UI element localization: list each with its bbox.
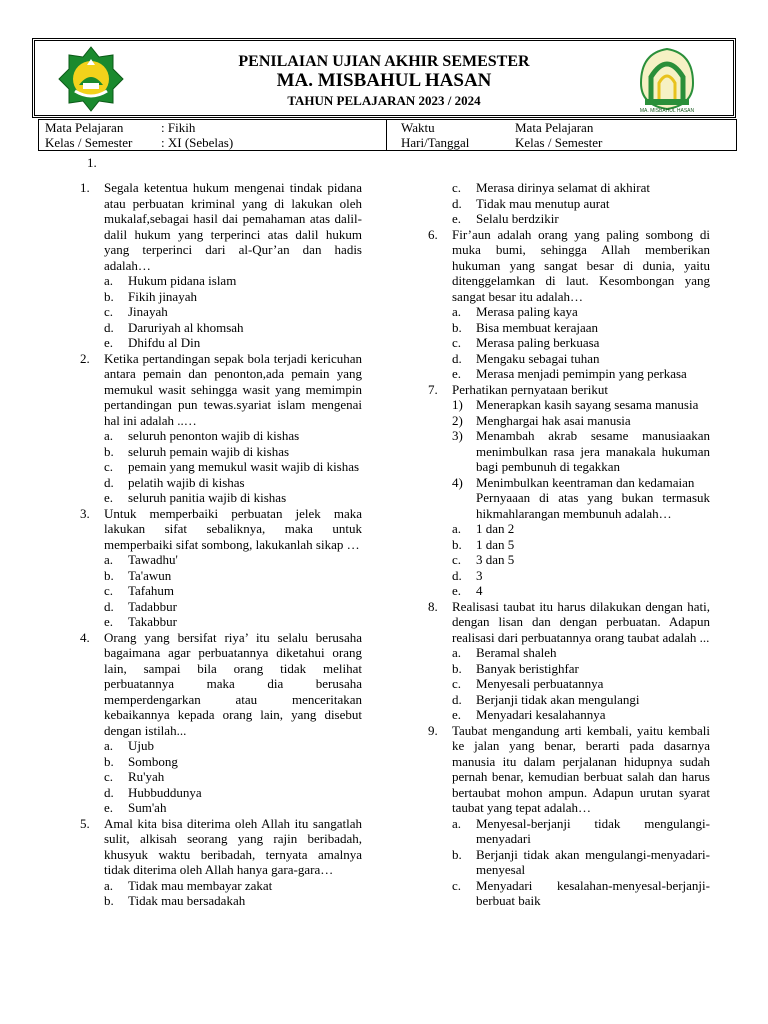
answer-option [80, 769, 362, 785]
statement-item [428, 413, 710, 429]
option-text: seluruh penonton wajib di kishas [128, 428, 300, 443]
option-text: Takabbur [128, 614, 177, 629]
question-item [80, 816, 362, 878]
option-letter: b. [104, 443, 114, 459]
answer-option [80, 599, 362, 615]
answer-option [428, 366, 710, 382]
option-letter: e. [452, 211, 462, 226]
school-logo-icon [631, 43, 703, 115]
option-text: Jinayah [128, 304, 168, 319]
option-letter: d. [104, 784, 114, 800]
question-number: 8. [428, 598, 438, 614]
option-text: Menyadari kesalahannya [476, 707, 606, 722]
answer-option [428, 537, 710, 553]
exam-info-table [38, 119, 737, 151]
subject-label: Mata Pelajaran [45, 120, 124, 135]
answer-option [428, 583, 710, 599]
option-text: Sum'ah [128, 800, 167, 815]
option-letter: d. [104, 319, 114, 335]
option-text: Merasa dirinya selamat di akhirat [476, 180, 650, 195]
option-text: seluruh panitia wajib di kishas [128, 490, 287, 505]
option-letter: a. [104, 738, 114, 753]
option-text: Mengaku sebagai tuhan [476, 350, 600, 366]
question-item [80, 630, 362, 739]
option-text: Menyesali perbuatannya [476, 676, 604, 691]
answer-option [428, 847, 710, 878]
option-letter: e. [104, 335, 114, 350]
answer-option [80, 335, 362, 351]
option-text: Merasa menjadi pemimpin yang perkasa [476, 366, 687, 381]
option-letter: a. [452, 645, 462, 660]
question-number: 1. [80, 180, 90, 195]
answer-option [80, 444, 362, 460]
school-name: MA. MISBAHUL HASAN [276, 70, 492, 91]
answer-option [80, 878, 362, 894]
option-text: Menyesal-berjanji tidak mengulangi-menyadari [476, 815, 710, 846]
statement-number: 4) [452, 474, 463, 490]
statement-item [428, 397, 710, 413]
option-text: Banyak beristighfar [476, 660, 579, 676]
option-text: Hubbuddunya [128, 784, 202, 800]
option-letter: e. [452, 366, 462, 381]
followup-text: Pernyaaan di atas yang bukan termasuk hikmahlarangan membunuh adalah… [476, 490, 710, 521]
statement-item [428, 428, 710, 475]
answer-option [428, 552, 710, 568]
class-label: Kelas / Semester [45, 135, 133, 150]
question-item [428, 723, 710, 816]
answer-option [80, 475, 362, 491]
answer-option [428, 676, 710, 692]
option-letter: d. [452, 691, 462, 707]
right-question-column [428, 180, 710, 909]
answer-option [428, 661, 710, 677]
svg-text:MA. MISBAHUL HASAN: MA. MISBAHUL HASAN [639, 108, 695, 114]
statement-text: Menimbulkan keentraman dan kedamaian [476, 474, 695, 490]
question-item [80, 351, 362, 429]
option-letter: c. [104, 304, 114, 319]
option-letter: b. [452, 319, 462, 335]
option-letter: d. [104, 474, 114, 490]
option-letter: e. [452, 707, 462, 722]
option-text: Berjanji tidak akan mengulangi [476, 691, 640, 707]
option-letter: d. [452, 567, 462, 583]
answer-option [80, 568, 362, 584]
subject-value: : Fikih [161, 120, 196, 135]
option-text: 3 dan 5 [476, 552, 515, 567]
option-text: Sombong [128, 753, 178, 769]
option-text: pemain yang memukul wasit wajib di kishas [128, 459, 360, 474]
option-letter: d. [452, 195, 462, 211]
answer-option [80, 800, 362, 816]
option-letter: e. [452, 583, 462, 598]
time-value: Mata Pelajaran [515, 120, 594, 135]
option-letter: c. [104, 459, 114, 474]
question-number: 5. [80, 815, 90, 831]
option-letter: c. [452, 676, 462, 691]
option-text: Ru'yah [128, 769, 165, 784]
left-question-column [80, 180, 362, 909]
question-number: 3. [80, 505, 90, 521]
answer-option [428, 211, 710, 227]
answer-option [428, 320, 710, 336]
option-text: Tidak mau membayar zakat [128, 877, 273, 893]
option-text: Menyadari kesalahan-menyesal-berjanji-berbuat baik [476, 877, 710, 908]
option-letter: b. [104, 753, 114, 769]
answer-option [80, 738, 362, 754]
option-letter: b. [104, 567, 114, 583]
answer-option [80, 614, 362, 630]
option-text: Tawadhu' [128, 552, 178, 567]
time-label: Waktu [401, 120, 435, 135]
option-letter: b. [452, 536, 462, 552]
exam-header [32, 38, 736, 118]
stray-number: 1. [87, 155, 97, 170]
statement-text: Menambah akrab sesame manusiaakan menimbulkan rasa jera manakala hukuman bagi pembunuh di tegakkan [476, 428, 710, 474]
option-text: Hukum pidana islam [128, 273, 237, 288]
question-text: Fir’aun adalah orang yang paling sombong di muka bumi, sehingga Allah memberikan hukuman yang sangat besar di dunia, yaitu ditenggelamkan di laut. Kesombongan yang sangat besar itu adalah… [452, 226, 710, 304]
option-text: pelatih wajib di kishas [128, 474, 245, 490]
question-number: 7. [428, 381, 438, 397]
statement-number: 2) [452, 412, 463, 428]
option-text: Merasa paling berkuasa [476, 335, 600, 350]
statement-item [428, 475, 710, 491]
option-text: 1 dan 5 [476, 536, 515, 552]
answer-option [80, 490, 362, 506]
answer-option [80, 552, 362, 568]
answer-option [428, 707, 710, 723]
answer-option [80, 304, 362, 320]
question-number: 9. [428, 722, 438, 738]
option-text: Selalu berdzikir [476, 211, 559, 226]
option-text: 1 dan 2 [476, 521, 515, 536]
option-letter: a. [104, 877, 114, 893]
answer-option [80, 785, 362, 801]
answer-option [428, 568, 710, 584]
answer-option [80, 273, 362, 289]
option-text: Tidak mau bersadakah [128, 893, 246, 908]
option-letter: b. [452, 846, 462, 862]
statement-text: Menerapkan kasih sayang sesama manusia [476, 397, 699, 412]
answer-option [428, 351, 710, 367]
option-letter: c. [452, 335, 462, 350]
question-number: 2. [80, 350, 90, 366]
question-item [428, 382, 710, 398]
option-text: Tadabbur [128, 598, 177, 614]
question-text: Realisasi taubat itu harus dilakukan dengan hati, dengan lisan dan dengan perbuatan. Adapun realisasi dari perbuatannya orang taubat adalah ... [452, 598, 710, 645]
option-letter: e. [104, 614, 114, 629]
option-letter: a. [104, 428, 114, 443]
question-text: Perhatikan pernyataan berikut [452, 381, 608, 397]
exam-title: PENILAIAN UJIAN AKHIR SEMESTER [238, 53, 530, 70]
question-item [80, 506, 362, 553]
option-letter: c. [452, 180, 462, 195]
question-text: Ketika pertandingan sepak bola terjadi kericuhan antara pemain dan penonton,ada pemain yang memukul wasit sehingga wasit yang memimpin pertandingan pun tewas.syariat islam mengenai hal ini adalah ..… [104, 350, 362, 428]
answer-option [428, 335, 710, 351]
answer-option [428, 816, 710, 847]
statement-number: 3) [452, 428, 463, 443]
option-letter: c. [104, 583, 114, 598]
option-letter: d. [452, 350, 462, 366]
option-text: Ujub [128, 738, 154, 753]
question-text: Taubat mengandung arti kembali, yaitu kembali ke jalan yang benar, berarti pada dasarnya manusia itu dalam perjalanan hidupnya sudah pernah benar, kemudian berbuat salah dan harus bertaubat mohon ampun. Adapun urutan syarat taubat yang tepat adalah… [452, 722, 710, 815]
option-letter: c. [452, 552, 462, 567]
option-text: Dhifdu al Din [128, 335, 201, 350]
academic-year: TAHUN PELAJARAN 2023 / 2024 [287, 93, 481, 108]
option-letter: e. [104, 800, 114, 815]
option-text: Fikih jinayah [128, 288, 197, 304]
question-text: Amal kita bisa diterima oleh Allah itu sangatlah sulit, alkisah seorang yang rajin beribadah, khusyuk waktu beribadah, ternyata amalnya tidak diterima oleh Allah hanya gara-gara… [104, 815, 362, 877]
option-text: 3 [476, 567, 483, 583]
option-letter: a. [452, 304, 462, 319]
answer-option [80, 583, 362, 599]
answer-option [80, 428, 362, 444]
class-value: : XI (Sebelas) [161, 135, 234, 150]
answer-option [80, 893, 362, 909]
statement-number: 1) [452, 397, 463, 412]
option-letter: b. [452, 660, 462, 676]
question-number: 6. [428, 226, 438, 242]
answer-option [428, 692, 710, 708]
option-text: Beramal shaleh [476, 645, 557, 660]
option-letter: a. [452, 815, 462, 831]
option-text: Tidak mau menutup aurat [476, 195, 610, 211]
date-label: Hari/Tanggal [401, 135, 470, 150]
option-text: Ta'awun [128, 567, 172, 583]
question-item [428, 599, 710, 646]
answer-option [428, 180, 710, 196]
answer-option [428, 196, 710, 212]
option-text: Bisa membuat kerajaan [476, 319, 599, 335]
question-text: Untuk memperbaiki perbuatan jelek maka lakukan sifat sebaliknya, maka untuk memperbaiki sifat sombong, lakukanlah sikap … [104, 505, 362, 552]
question-number: 4. [80, 629, 90, 645]
option-letter: a. [452, 521, 462, 536]
answer-option [428, 304, 710, 320]
statement-text: Menghargai hak asai manusia [476, 412, 631, 428]
option-text: seluruh pemain wajib di kishas [128, 443, 290, 459]
option-letter: a. [104, 273, 114, 288]
question-item [80, 180, 362, 273]
answer-option [428, 645, 710, 661]
option-text: Berjanji tidak akan mengulangi-menyadari-menyesal [476, 846, 710, 877]
question-item [428, 227, 710, 305]
statement-followup [428, 490, 710, 521]
answer-option [80, 754, 362, 770]
question-text: Segala ketentua hukum mengenai tindak pidana atau perbuatan kriminal yang di lakukan oleh mukalaf,sebagai hasil dai pemahaman atas dalil-dalil hukum yang terperinci atas dalil hukum yang terperinci dari al-Qur’an dan hadis adalah… [104, 180, 362, 273]
option-text: Tafahum [128, 583, 175, 598]
option-text: Merasa paling kaya [476, 304, 578, 319]
option-letter: e. [104, 490, 114, 505]
answer-option [428, 878, 710, 909]
option-letter: b. [104, 288, 114, 304]
option-letter: d. [104, 598, 114, 614]
answer-option [80, 320, 362, 336]
option-letter: b. [104, 893, 114, 908]
date-value: Kelas / Semester [515, 135, 603, 150]
option-text: 4 [476, 583, 483, 598]
answer-option [80, 289, 362, 305]
option-letter: c. [104, 769, 114, 784]
option-text: Daruriyah al khomsah [128, 319, 244, 335]
option-letter: c. [452, 877, 462, 893]
answer-option [428, 521, 710, 537]
question-text: Orang yang bersifat riya’ itu selalu berusaha bagaimana agar perbuatannya diketahui orang lain, sampai bila orang tidak melihat perbuatannya maka dia berusaha memperdengarkan atau menceritakan kebaikannya kepada orang lain, yang disebut dengan istilah... [104, 629, 362, 738]
answer-option [80, 459, 362, 475]
option-letter: a. [104, 552, 114, 567]
